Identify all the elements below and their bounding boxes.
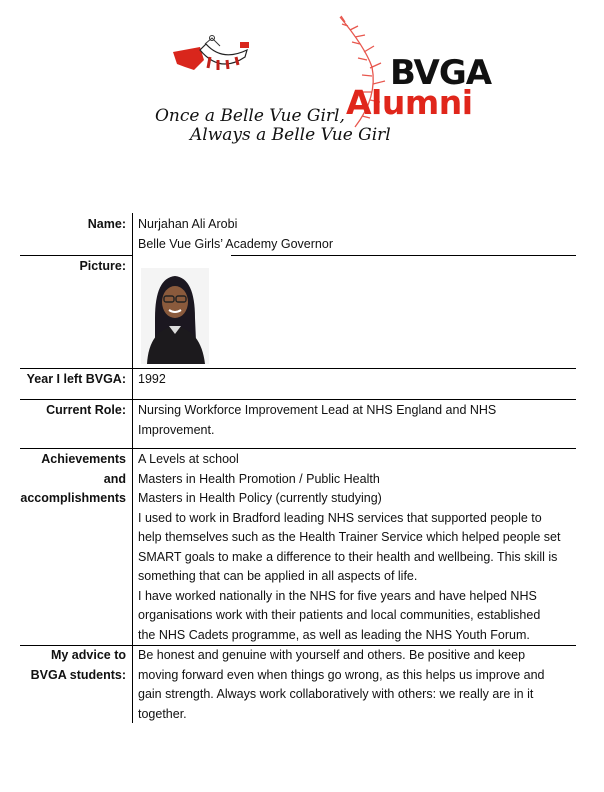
advice-line: moving forward even when things go wrong, as this helps us improve and bbox=[138, 667, 545, 682]
achievement-line: A Levels at school bbox=[138, 452, 239, 466]
current-role-label: Current Role: bbox=[46, 403, 126, 417]
picture-label: Picture: bbox=[79, 259, 126, 273]
row-divider-year bbox=[20, 399, 576, 400]
achievement-line: Masters in Health Policy (currently studying) bbox=[138, 491, 382, 505]
label-line: BVGA students: bbox=[30, 667, 126, 682]
achievement-line: help themselves such as the Health Trainer Service which helped people set bbox=[138, 530, 561, 544]
label-line: My advice to bbox=[50, 648, 126, 662]
row-divider-picture bbox=[20, 368, 576, 369]
horn-icon bbox=[173, 36, 249, 71]
logo-brand-text: BVGA bbox=[390, 53, 492, 93]
row-divider-name bbox=[20, 255, 132, 256]
name-value bbox=[138, 215, 578, 254]
achievement-line: something that can be applied in all aspects of life. bbox=[138, 569, 418, 583]
achievements-label bbox=[20, 450, 126, 509]
advice-label bbox=[31, 646, 126, 685]
person-name: Nurjahan Ali Arobi bbox=[138, 217, 238, 231]
label-line: Achievements bbox=[41, 452, 126, 466]
portrait-image bbox=[141, 268, 209, 364]
current-role-value bbox=[138, 401, 578, 440]
achievement-line: I have worked nationally in the NHS for five years and have helped NHS bbox=[138, 588, 537, 603]
logo-subtitle-text: Alumni bbox=[346, 83, 473, 122]
advice-line: Be honest and genuine with yourself and others. Be positive and keep bbox=[138, 648, 526, 662]
profile-photo bbox=[141, 268, 209, 364]
achievement-line: SMART goals to make a difference to their health and wellbeing. This skill is bbox=[138, 549, 558, 564]
person-title: Belle Vue Girls’ Academy Governor bbox=[138, 236, 333, 251]
achievement-line: I used to work in Bradford leading NHS services that supported people to bbox=[138, 510, 542, 525]
year-left-value: 1992 bbox=[138, 372, 166, 386]
achievements-value bbox=[138, 450, 578, 645]
label-line: accomplishments bbox=[20, 491, 126, 505]
row-divider-role bbox=[20, 448, 576, 449]
logo-tagline-line-1: Once a Belle Vue Girl, bbox=[155, 106, 345, 126]
role-line: Nursing Workforce Improvement Lead at NHS England and NHS bbox=[138, 403, 497, 417]
name-label: Name: bbox=[87, 217, 126, 231]
column-divider bbox=[132, 213, 133, 723]
advice-line: gain strength. Always work collaboratively with others: we really are in it bbox=[138, 687, 534, 701]
advice-line: together. bbox=[138, 706, 187, 721]
achievement-line: organisations work with their patients and local communities, established bbox=[138, 608, 541, 622]
label-line: and bbox=[103, 471, 126, 486]
row-divider-name-right bbox=[231, 255, 576, 256]
role-line: Improvement. bbox=[138, 422, 215, 437]
achievement-line: Masters in Health Promotion / Public Health bbox=[138, 471, 380, 486]
logo-tagline-line-2: Always a Belle Vue Girl bbox=[190, 125, 391, 145]
achievement-line: the NHS Cadets programme, as well as leading the NHS Youth Forum. bbox=[138, 627, 530, 642]
year-left-label: Year I left BVGA: bbox=[26, 372, 126, 386]
advice-value bbox=[138, 646, 578, 724]
